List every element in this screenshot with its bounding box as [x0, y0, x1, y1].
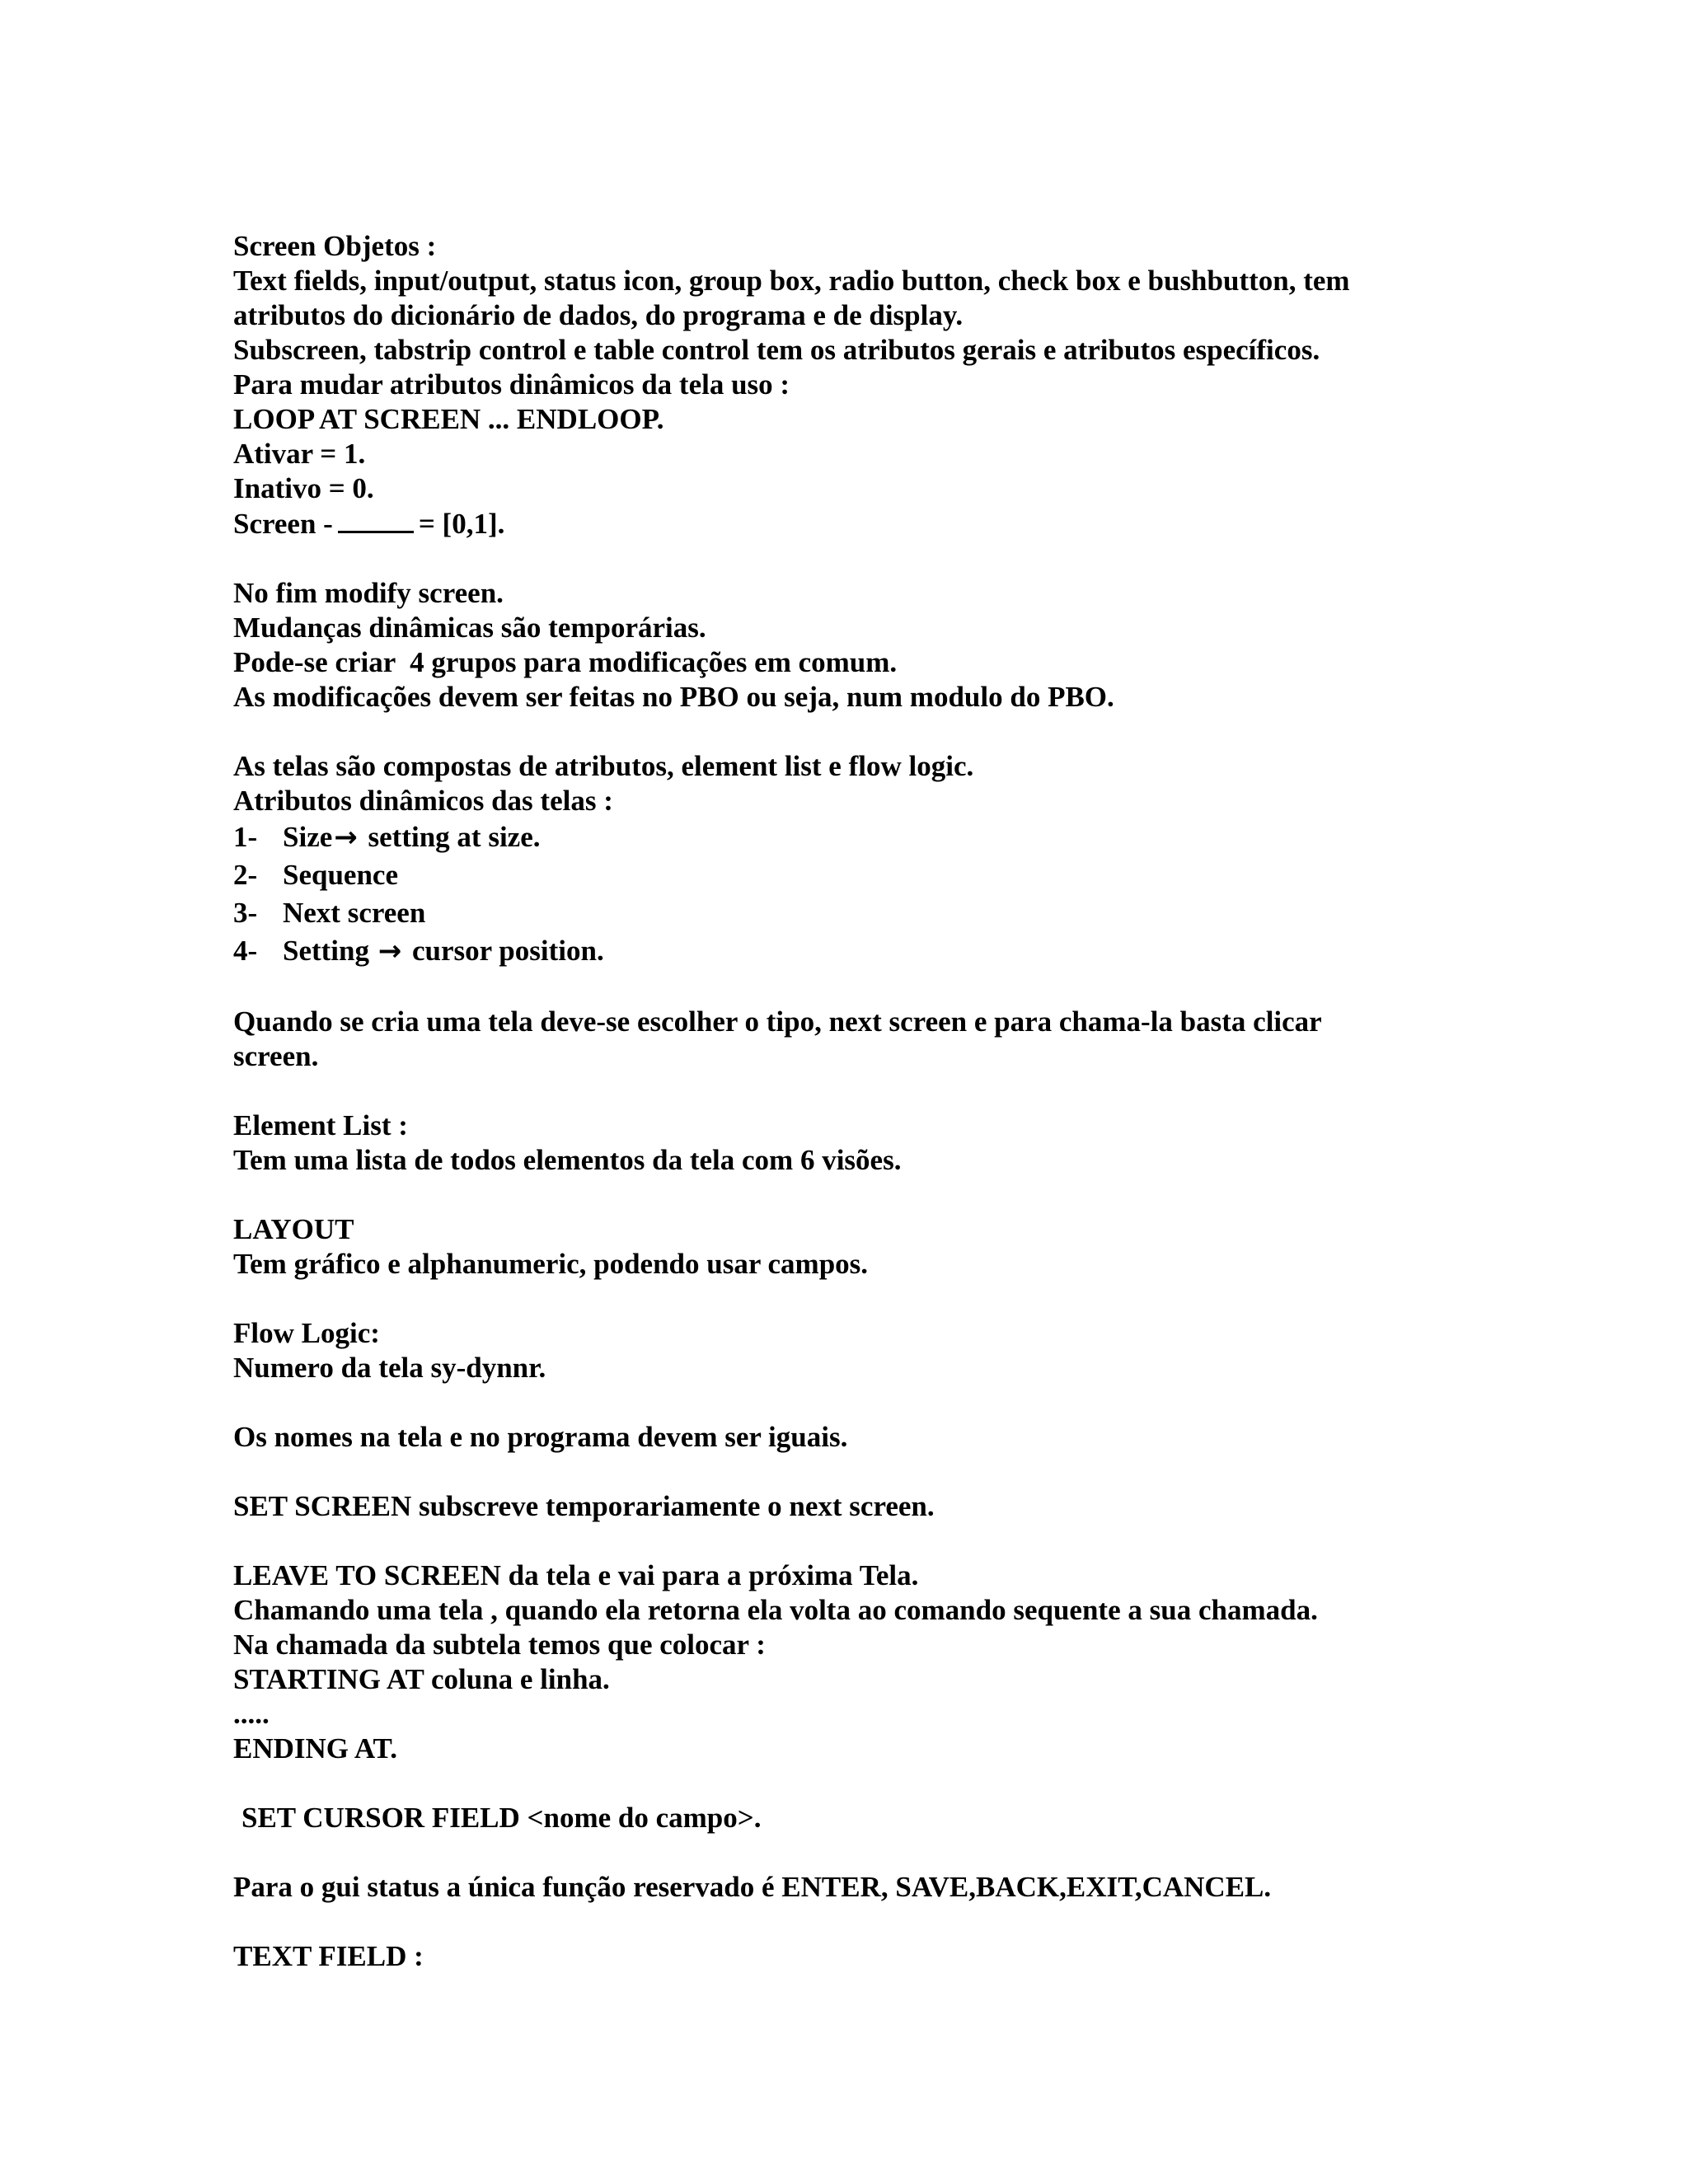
blank-line [233, 1455, 1519, 1489]
text-line: screen. [233, 1040, 319, 1072]
blank-line [233, 1524, 1519, 1558]
text-line: Mudanças dinâmicas são temporárias. [233, 612, 706, 644]
document-body [233, 229, 1519, 1974]
blank-line [233, 1766, 1519, 1801]
blank-line [233, 970, 1519, 1005]
code-line: LOOP AT SCREEN ... ENDLOOP. [233, 403, 664, 435]
text-line: Numero da tela sy-dynnr. [233, 1352, 546, 1384]
text-line: LEAVE TO SCREEN da tela e vai para a próxima Tela. [233, 1559, 919, 1591]
arrow-right-icon: → [377, 935, 402, 968]
screen-suffix: = [0,1]. [418, 508, 505, 540]
text-line: Text fields, input/output, status icon, group box, radio button, check box e bushbutton, tem [233, 265, 1350, 297]
code-line: STARTING AT coluna e linha. [233, 1663, 610, 1695]
list-item [233, 932, 1519, 970]
list-number: 4- [233, 935, 258, 967]
text-line: Tem gráfico e alphanumeric, podendo usar campos. [233, 1248, 869, 1280]
code-line: SET CURSOR FIELD <nome do campo>. [241, 1802, 762, 1834]
text-line: Inativo = 0. [233, 472, 374, 504]
blank-line [233, 541, 1519, 576]
text-line: Atributos dinâmicos das telas : [233, 785, 613, 817]
text-line: SET SCREEN subscreve temporariamente o next screen. [233, 1490, 935, 1522]
blank-line [233, 1385, 1519, 1420]
list-number: 3- [233, 897, 258, 929]
text-line: As telas são compostas de atributos, element list e flow logic. [233, 750, 974, 782]
text-line: Para mudar atributos dinâmicos da tela uso : [233, 368, 790, 401]
list-text: Setting [283, 935, 377, 967]
text-line: Na chamada da subtela temos que colocar : [233, 1629, 766, 1661]
numbered-list [233, 818, 1519, 970]
blank-line [233, 1282, 1519, 1316]
text-line: Quando se cria uma tela deve-se escolher o tipo, next screen e para chama-la basta clicar [233, 1005, 1322, 1038]
list-number: 2- [233, 859, 258, 891]
list-text: Next screen [283, 897, 426, 929]
list-text: Sequence [283, 859, 398, 891]
list-text: Size [283, 821, 333, 853]
text-line: Chamando uma tela , quando ela retorna ela volta ao comando sequente a sua chamada. [233, 1594, 1318, 1626]
list-text: setting at size. [360, 821, 541, 853]
ellipsis-line: ..... [233, 1698, 270, 1730]
blank-line [233, 1074, 1519, 1108]
text-line: Ativar = 1. [233, 438, 366, 470]
text-line: Pode-se criar 4 grupos para modificações em comum. [233, 646, 898, 678]
heading-element-list: Element List : [233, 1109, 408, 1141]
blank-underline [338, 506, 414, 533]
list-item [233, 818, 1519, 856]
text-line: Para o gui status a única função reservado é ENTER, SAVE,BACK,EXIT,CANCEL. [233, 1871, 1272, 1903]
text-line: Subscreen, tabstrip control e table control tem os atributos gerais e atributos específicos. [233, 334, 1320, 366]
text-line: No fim modify screen. [233, 577, 504, 609]
list-number: 1- [233, 821, 258, 853]
text-line: Os nomes na tela e no programa devem ser iguais. [233, 1421, 848, 1453]
list-item [233, 856, 1519, 894]
blank-line [233, 1835, 1519, 1870]
heading-flow-logic: Flow Logic: [233, 1317, 380, 1349]
arrow-right-icon: → [334, 821, 358, 854]
code-line: ENDING AT. [233, 1732, 398, 1765]
blank-line [233, 715, 1519, 749]
screen-prefix: Screen - [233, 508, 333, 540]
list-text: cursor position. [405, 935, 604, 967]
text-line: Tem uma lista de todos elementos da tela com 6 visões. [233, 1144, 902, 1176]
screen-assignment-line [233, 506, 1519, 541]
heading-text-field: TEXT FIELD : [233, 1940, 424, 1972]
heading-layout: LAYOUT [233, 1213, 354, 1245]
text-line: As modificações devem ser feitas no PBO ou seja, num modulo do PBO. [233, 681, 1114, 713]
heading-screen-objetos: Screen Objetos : [233, 230, 437, 262]
blank-line [233, 1178, 1519, 1212]
blank-line [233, 1905, 1519, 1939]
text-line: atributos do dicionário de dados, do programa e de display. [233, 299, 964, 331]
list-item [233, 894, 1519, 932]
